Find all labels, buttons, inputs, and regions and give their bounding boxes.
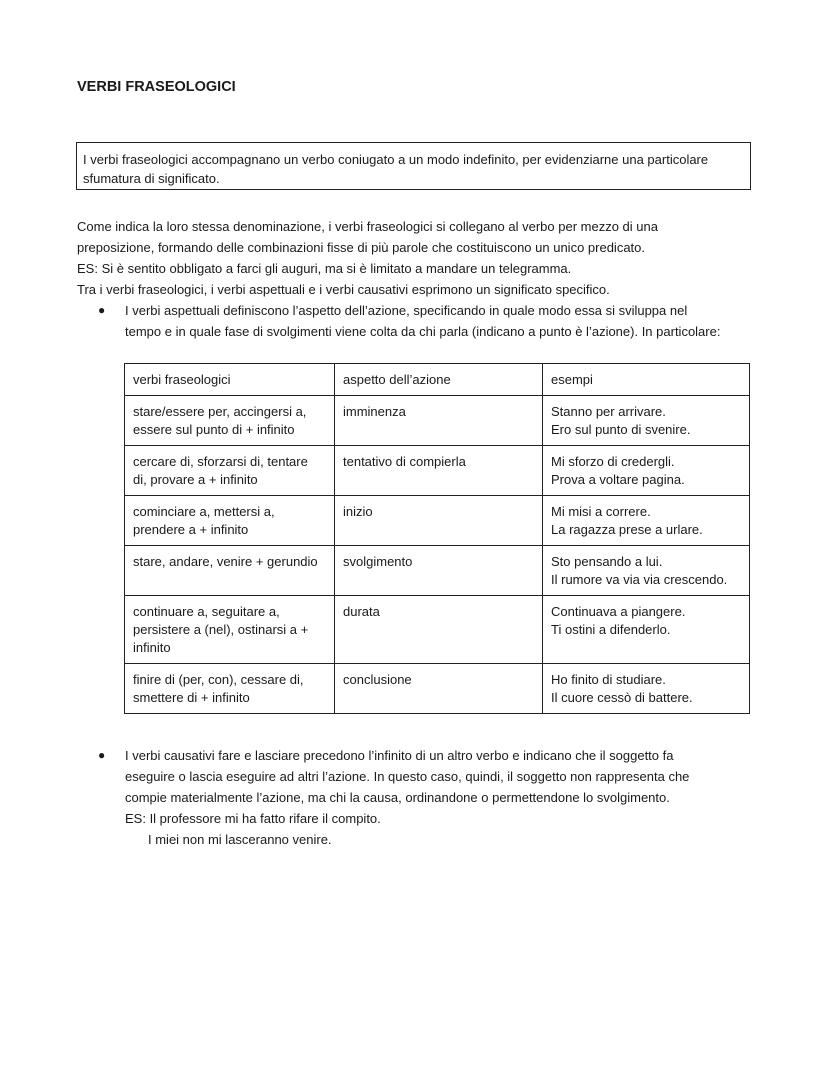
intro-line: preposizione, formando delle combinazioni fisse di più parole che costituiscono un unico predicato. <box>77 240 646 255</box>
verbs-cell <box>125 396 335 446</box>
bullet-line: eseguire o lascia eseguire ad altri l’azione. In questo caso, quindi, il soggetto non rappresenta che <box>125 769 690 784</box>
table-row <box>125 496 750 546</box>
verbs-cell <box>125 446 335 496</box>
bullet-icon: ● <box>98 748 106 762</box>
example-text: Continuava a piangere. <box>551 604 686 619</box>
verbs-text: stare, andare, venire + gerundio <box>133 554 318 569</box>
verbs-text: stare/essere per, accingersi a, <box>133 404 307 419</box>
verbs-text: di, provare a + infinito <box>133 472 258 487</box>
bullet-line: compie materialmente l’azione, ma chi la causa, ordinandone o permettendone lo svolgimento. <box>125 790 670 805</box>
verbs-cell <box>125 664 335 714</box>
definition-box <box>76 142 751 190</box>
bullet-aspectual-verbs <box>98 300 758 342</box>
examples-cell <box>543 396 750 446</box>
verbs-cell <box>125 596 335 664</box>
verbs-text: cominciare a, mettersi a, <box>133 504 275 519</box>
example-text: Sto pensando a lui. <box>551 554 663 569</box>
example-text: Stanno per arrivare. <box>551 404 666 419</box>
verbs-cell <box>125 496 335 546</box>
example-text: La ragazza prese a urlare. <box>551 522 703 537</box>
verbs-cell <box>125 546 335 596</box>
verbs-text: continuare a, seguitare a, <box>133 604 280 619</box>
bullet-line: I verbi causativi fare e lasciare precedono l’infinito di un altro verbo e indicano che il soggetto fa <box>125 748 674 763</box>
aspect-cell: imminenza <box>335 396 543 446</box>
definition-line: I verbi fraseologici accompagnano un verbo coniugato a un modo indefinito, per evidenziarne una particolare <box>83 152 709 167</box>
bullet-example: ES: Il professore mi ha fatto rifare il compito. <box>125 811 381 826</box>
example-text: Mi misi a correre. <box>551 504 651 519</box>
table-row <box>125 396 750 446</box>
example-text: Il rumore va via via crescendo. <box>551 572 728 587</box>
verbs-text: cercare di, sforzarsi di, tentare <box>133 454 308 469</box>
aspect-cell: durata <box>335 596 543 664</box>
table-row <box>125 664 750 714</box>
aspect-cell: svolgimento <box>335 546 543 596</box>
table-header: aspetto dell’azione <box>335 364 543 396</box>
bullet-example-continuation: I miei non mi lasceranno venire. <box>148 832 332 847</box>
examples-cell <box>543 446 750 496</box>
verbs-text: persistere a (nel), ostinarsi a + <box>133 622 309 637</box>
intro-line: Come indica la loro stessa denominazione, i verbi fraseologici si collegano al verbo per mezzo di una <box>77 219 658 234</box>
example-text: Il cuore cessò di battere. <box>551 690 693 705</box>
verbs-text: essere sul punto di + infinito <box>133 422 295 437</box>
examples-cell <box>543 546 750 596</box>
table-header-row <box>125 364 750 396</box>
verbs-text: prendere a + infinito <box>133 522 249 537</box>
bullet-icon: ● <box>98 303 106 317</box>
example-text: Ero sul punto di svenire. <box>551 422 691 437</box>
verbs-text: infinito <box>133 640 171 655</box>
bullet-line: tempo e in quale fase di svolgimenti viene colta da chi parla (indicano a punto è l’azione). In particolare: <box>125 324 721 339</box>
table-row <box>125 446 750 496</box>
table-row <box>125 546 750 596</box>
examples-cell <box>543 596 750 664</box>
bullet-causative-verbs <box>98 745 758 850</box>
table-row <box>125 596 750 664</box>
table-header: esempi <box>543 364 750 396</box>
examples-cell <box>543 496 750 546</box>
bullet-line: I verbi aspettuali definiscono l’aspetto dell’azione, specificando in quale modo essa si sviluppa nel <box>125 303 688 318</box>
verbs-table <box>124 363 750 714</box>
verbs-text: finire di (per, con), cessare di, <box>133 672 304 687</box>
example-text: Ho finito di studiare. <box>551 672 666 687</box>
examples-cell <box>543 664 750 714</box>
example-text: Ti ostini a difenderlo. <box>551 622 671 637</box>
definition-line: sfumatura di significato. <box>83 171 220 186</box>
page-title: VERBI FRASEOLOGICI <box>77 79 236 95</box>
intro-paragraph <box>77 216 757 300</box>
aspect-cell: tentativo di compierla <box>335 446 543 496</box>
example-text: Mi sforzo di credergli. <box>551 454 675 469</box>
table-header: verbi fraseologici <box>125 364 335 396</box>
example-text: Prova a voltare pagina. <box>551 472 685 487</box>
aspect-cell: conclusione <box>335 664 543 714</box>
verbs-text: smettere di + infinito <box>133 690 250 705</box>
aspect-cell: inizio <box>335 496 543 546</box>
intro-line: Tra i verbi fraseologici, i verbi aspettuali e i verbi causativi esprimono un significato specifico. <box>77 282 610 297</box>
intro-example: ES: Si è sentito obbligato a farci gli auguri, ma si è limitato a mandare un telegramma. <box>77 261 572 276</box>
